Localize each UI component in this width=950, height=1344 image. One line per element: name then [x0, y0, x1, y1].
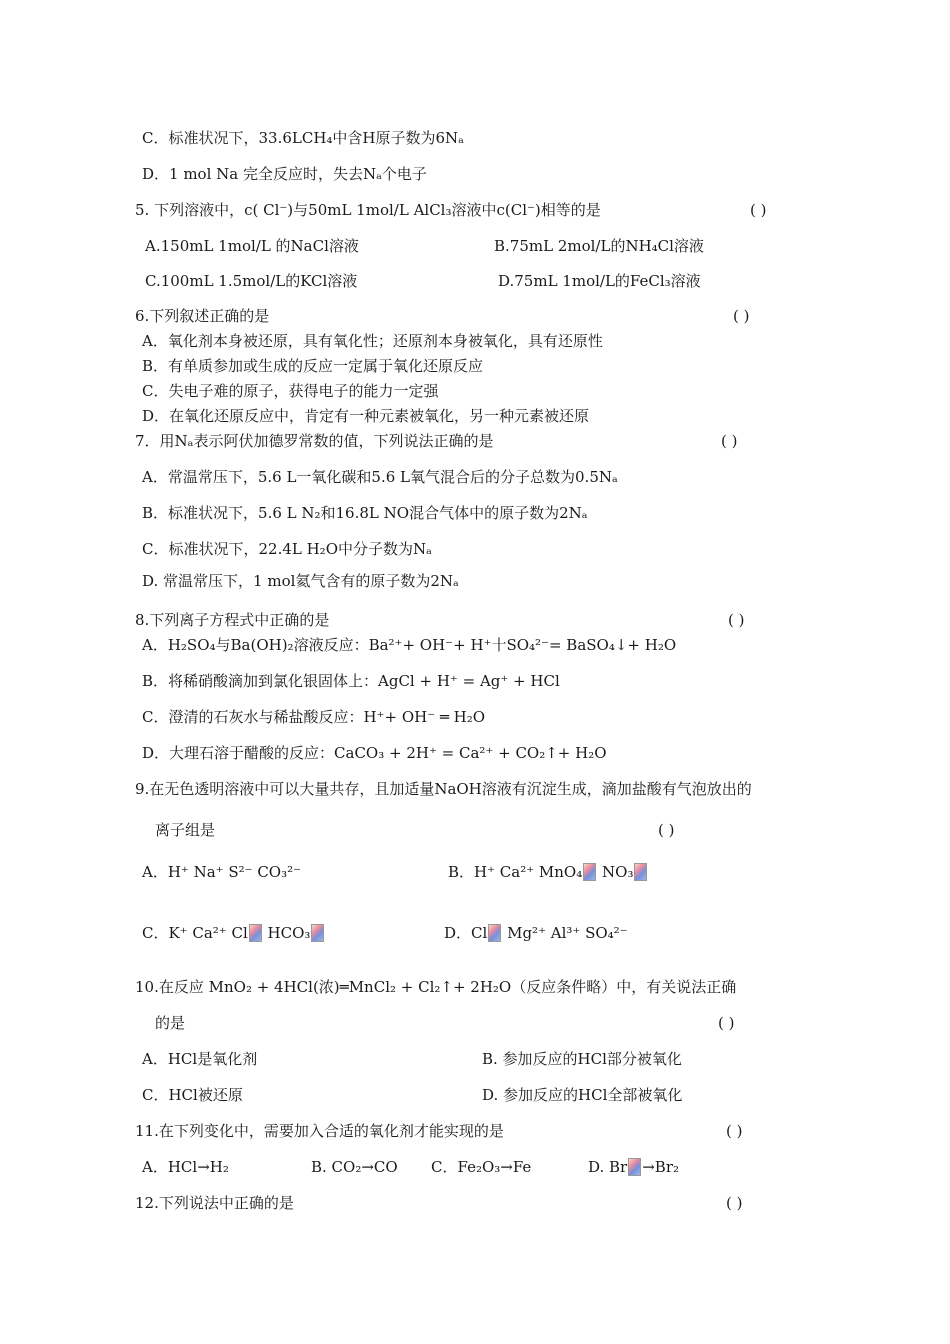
question-12: 12.下列说法中正确的是 — [135, 1194, 294, 1212]
option-d-q5: D.75mL 1mol/L的FeCl₃溶液 — [498, 272, 701, 290]
option-a-q6: A．氧化剂本身被还原，具有氧化性；还原剂本身被氧化，具有还原性 — [142, 332, 603, 350]
answer-blank-5: ( ) — [750, 201, 767, 219]
option-a-q9: A．H⁺ Na⁺ S²⁻ CO₃²⁻ — [142, 863, 302, 881]
option-c-q10: C．HCl被还原 — [142, 1086, 243, 1104]
option-d-q11-text: D. Br — [588, 1158, 628, 1176]
question-7: 7．用Nₐ表示阿伏加德罗常数的值，下列说法正确的是 — [135, 432, 494, 450]
broken-image-icon — [583, 863, 596, 881]
answer-blank-8: ( ) — [728, 611, 745, 629]
option-b-q9-text2: NO₃ — [602, 863, 634, 881]
option-b-q9 — [448, 862, 648, 882]
question-10-cont: 的是 — [155, 1014, 186, 1032]
option-d-q4: D．1 mol Na 完全反应时，失去Nₐ个电子 — [142, 165, 427, 183]
option-d-q7: D. 常温常压下，1 mol氦气含有的原子数为2Nₐ — [142, 572, 459, 590]
option-c-q5: C.100mL 1.5mol/L的KCl溶液 — [145, 272, 358, 290]
question-6: 6.下列叙述正确的是 — [135, 307, 270, 325]
question-11: 11.在下列变化中，需要加入合适的氧化剂才能实现的是 — [135, 1122, 504, 1140]
option-b-q10: B. 参加反应的HCl部分被氧化 — [482, 1050, 682, 1068]
option-d-q11 — [588, 1157, 679, 1177]
broken-image-icon — [311, 924, 324, 942]
option-b-q6: B．有单质参加或生成的反应一定属于氧化还原反应 — [142, 357, 484, 375]
option-d-q6: D．在氧化还原反应中，肯定有一种元素被氧化，另一种元素被还原 — [142, 407, 590, 425]
option-c-q11: C．Fe₂O₃→Fe — [431, 1158, 532, 1176]
option-d-q9 — [444, 923, 628, 943]
question-9: 9.在无色透明溶液中可以大量共存，且加适量NaOH溶液有沉淀生成，滴加盐酸有气泡放出的 — [135, 780, 752, 798]
question-9-cont: 离子组是 — [155, 821, 216, 839]
option-a-q11: A．HCl→H₂ — [142, 1158, 229, 1176]
option-c-q6: C．失电子难的原子，获得电子的能力一定强 — [142, 382, 439, 400]
broken-image-icon — [249, 924, 262, 942]
question-8: 8.下列离子方程式中正确的是 — [135, 611, 330, 629]
option-b-q9-text: B．H⁺ Ca²⁺ MnO₄ — [448, 863, 583, 881]
answer-blank-7: ( ) — [721, 432, 738, 450]
option-a-q7: A．常温常压下，5.6 L一氧化碳和5.6 L氧气混合后的分子总数为0.5Nₐ — [142, 468, 618, 486]
option-c-q9-text2: HCO₃ — [267, 924, 311, 942]
option-d-q9-text2: Mg²⁺ Al³⁺ SO₄²⁻ — [507, 924, 628, 942]
question-5: 5. 下列溶液中，c( Cl⁻)与50mL 1mol/L AlCl₃溶液中c(Cl⁻)相等的是 — [135, 201, 601, 219]
answer-blank-11: ( ) — [726, 1122, 743, 1140]
answer-blank-6: ( ) — [733, 307, 750, 325]
option-d-q10: D. 参加反应的HCl全部被氧化 — [482, 1086, 683, 1104]
option-b-q11: B. CO₂→CO — [311, 1158, 398, 1176]
option-c-q9 — [142, 923, 325, 943]
answer-blank-12: ( ) — [726, 1194, 743, 1212]
option-b-q8: B．将稀硝酸滴加到氯化银固体上：AgCl + H⁺ = Ag⁺ + HCl — [142, 672, 560, 690]
option-d-q11-text2: →Br₂ — [642, 1158, 680, 1176]
option-c-q8: C．澄清的石灰水与稀盐酸反应：H⁺+ OH⁻ ═ H₂O — [142, 708, 486, 726]
question-10: 10.在反应 MnO₂ + 4HCl(浓)═MnCl₂ + Cl₂↑+ 2H₂O（反应条件略）中，有关说法正确 — [135, 978, 737, 996]
option-d-q9-text: D．Cl — [444, 924, 488, 942]
option-b-q7: B．标准状况下，5.6 L N₂和16.8L NO混合气体中的原子数为2Nₐ — [142, 504, 588, 522]
option-a-q5: A.150mL 1mol/L 的NaCl溶液 — [145, 237, 359, 255]
option-c-q7: C．标准状况下，22.4L H₂O中分子数为Nₐ — [142, 540, 432, 558]
option-b-q5: B.75mL 2mol/L的NH₄Cl溶液 — [494, 237, 704, 255]
broken-image-icon — [488, 924, 501, 942]
option-a-q8: A．H₂SO₄与Ba(OH)₂溶液反应：Ba²⁺+ OH⁻+ H⁺十SO₄²⁻= BaSO₄↓+ H₂O — [142, 636, 677, 654]
answer-blank-10: ( ) — [718, 1014, 735, 1032]
broken-image-icon — [628, 1158, 641, 1176]
broken-image-icon — [634, 863, 647, 881]
option-c-q4: C．标准状况下，33.6LCH₄中含H原子数为6Nₐ — [142, 129, 464, 147]
answer-blank-9: ( ) — [658, 821, 675, 839]
option-c-q9-text: C．K⁺ Ca²⁺ Cl — [142, 924, 248, 942]
option-d-q8: D．大理石溶于醋酸的反应：CaCO₃ + 2H⁺ = Ca²⁺ + CO₂↑+ H₂O — [142, 744, 607, 762]
option-a-q10: A．HCl是氧化剂 — [142, 1050, 258, 1068]
